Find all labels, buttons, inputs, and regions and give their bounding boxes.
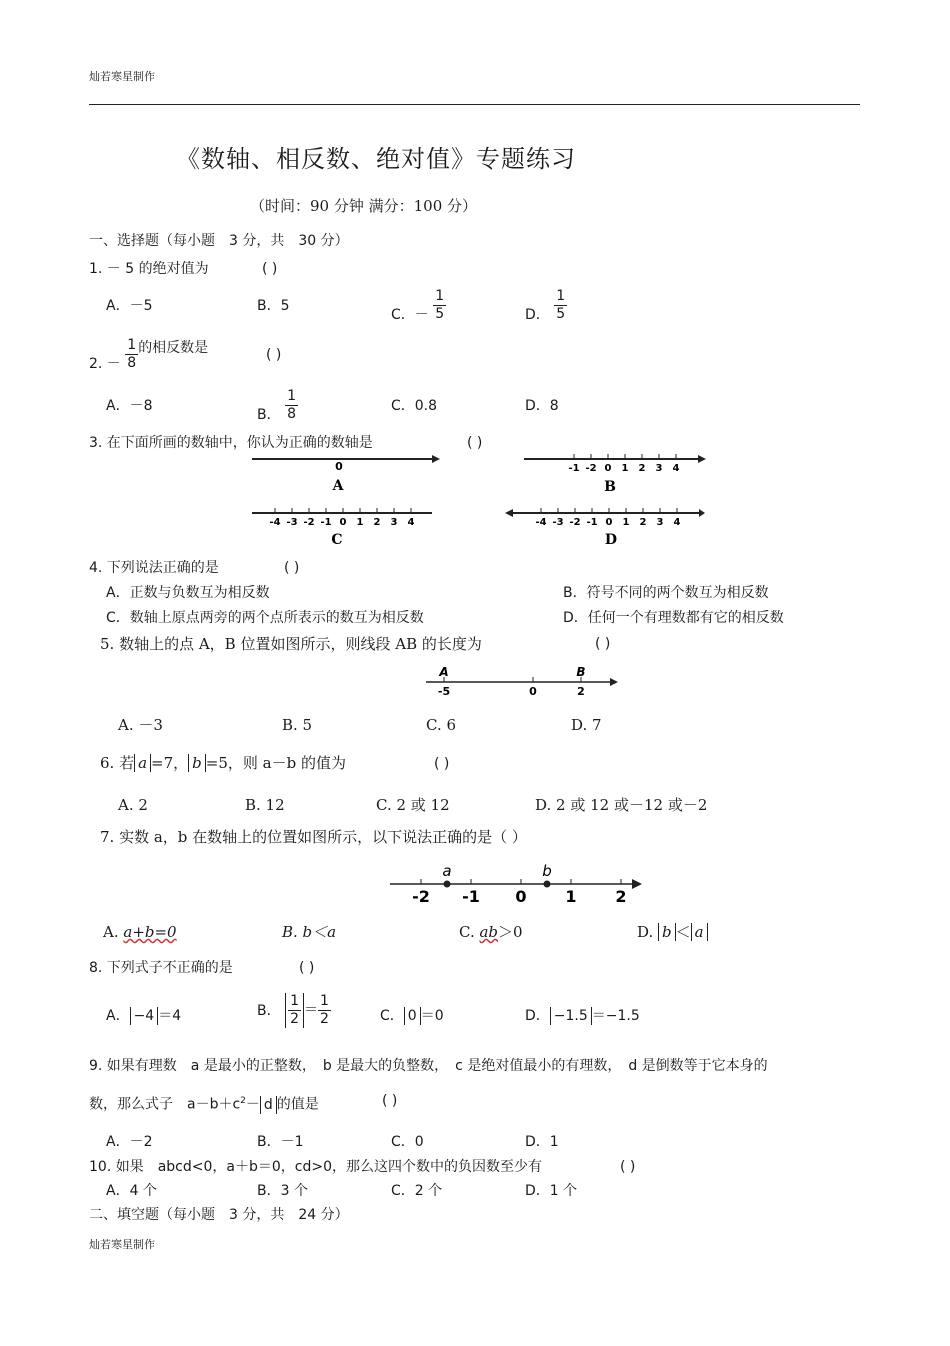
q3-d-tick-label: -2 — [569, 517, 581, 528]
frac-den: 5 — [556, 306, 566, 322]
q8-option-a — [106, 1007, 181, 1025]
q3-label-c: C — [331, 532, 343, 548]
q6-mid: =7， — [151, 754, 189, 772]
frac-num: 1 — [556, 288, 566, 304]
q7-point-a-label: a — [442, 862, 452, 880]
q9-option-a: A．－2 — [106, 1134, 153, 1150]
q3-d-tick-label: 1 — [622, 517, 630, 528]
q7-stem: 7. 实数 a，b 在数轴上的位置如图所示，以下说法正确的是（ ） — [100, 828, 527, 846]
q7-option-a — [103, 923, 177, 941]
q3-d-tick-label: 2 — [639, 517, 647, 528]
q2-option-c: C．0.8 — [391, 398, 438, 414]
q4-option-c: C．数轴上原点两旁的两个点所表示的数互为相反数 — [106, 610, 424, 626]
q4-option-a: A．正数与负数互为相反数 — [106, 585, 270, 601]
q2-stem — [89, 337, 208, 372]
q3-label-b: B — [604, 479, 616, 495]
page-footer: 灿若寒星制作 — [89, 1238, 155, 1251]
frac-num: 1 — [127, 337, 137, 353]
q8-a-post: ＝4 — [158, 1008, 182, 1024]
q3-axis-b — [522, 450, 712, 495]
q4-paren: ( ) — [284, 560, 300, 576]
q5-option-b: B. 5 — [282, 716, 313, 734]
q3-d-tick-label: 3 — [656, 517, 664, 528]
frac-den: 8 — [287, 406, 296, 422]
q8-c-abs: 0 — [404, 1007, 421, 1025]
q8-c-post: ＝0 — [420, 1008, 444, 1024]
q3-b-tick-label: 2 — [638, 463, 646, 474]
q7-tick-label: -2 — [412, 887, 430, 906]
q7-a-prefix: A. — [103, 923, 124, 941]
q3-label-d: D — [604, 532, 618, 548]
q3-d-tick-label: 0 — [605, 517, 613, 528]
q3-b-tick-label: -2 — [585, 463, 597, 474]
q8-d-abs: −1.5 — [550, 1007, 592, 1025]
q9-line2-pre: 数，那么式子 a－b＋c — [89, 1096, 241, 1113]
q7-d-lt: ＜ — [675, 923, 691, 941]
q6-abs-b: b — [188, 754, 206, 772]
q3-d-tick-label: 4 — [673, 517, 681, 528]
q1-option-d-prefix: D． — [525, 306, 550, 323]
q2-paren: ( ) — [266, 347, 282, 363]
q7-option-d — [637, 923, 708, 941]
frac-den: 5 — [435, 306, 445, 322]
q9-line2 — [89, 1092, 319, 1114]
q8-b-prefix: B． — [257, 1002, 281, 1019]
q3-d-tick-label: -4 — [535, 517, 547, 528]
q8-a-abs: −4 — [130, 1007, 159, 1025]
frac-num: 1 — [435, 288, 445, 304]
frac-num: 1 — [319, 993, 329, 1009]
q6-option-a: A. 2 — [118, 796, 148, 814]
q5-point-b: B — [576, 665, 586, 679]
q1-option-b: B．5 — [257, 298, 290, 314]
q7-tick-label: 1 — [565, 887, 577, 906]
q7-option-c — [459, 923, 523, 941]
q3-b-tick-label: -1 — [568, 463, 580, 474]
q7-point-a — [444, 881, 451, 888]
q4-option-d: D．任何一个有理数都有它的相反数 — [563, 610, 784, 626]
q8-c-prefix: C． — [380, 1008, 404, 1024]
q1-stem: 1. － 5 的绝对值为 — [89, 261, 209, 277]
q2-option-b — [257, 388, 298, 423]
header-rule — [89, 104, 860, 105]
q3-axis-a — [250, 450, 440, 495]
q9-option-d: D．1 — [525, 1134, 559, 1150]
q3-c-tick-label: 0 — [339, 517, 347, 528]
q3-b-tick-label: 0 — [604, 463, 612, 474]
q3-c-tick-label: -1 — [320, 517, 332, 528]
q1-option-c — [391, 288, 446, 323]
q3-a-zero: 0 — [335, 460, 343, 473]
q5-tick-a: -5 — [437, 685, 451, 698]
q5-option-c: C. 6 — [426, 716, 457, 734]
frac-num: 1 — [287, 388, 296, 404]
q5-tick-b: 2 — [577, 685, 585, 698]
q3-c-tick-label: -4 — [269, 517, 281, 528]
q6-abs-a: a — [134, 754, 151, 772]
q9-line2-mid: － — [245, 1096, 260, 1113]
q3-c-tick-label: 3 — [390, 517, 398, 528]
section-fill-heading: 二、填空题（每小题 3 分，共 24 分） — [89, 1207, 349, 1223]
q3-paren: ( ) — [467, 435, 483, 451]
page-subtitle: （时间：90 分钟 满分：100 分） — [250, 197, 478, 215]
q8-b-abs-fraction — [285, 993, 304, 1028]
q8-a-prefix: A． — [106, 1008, 130, 1024]
q6-option-c: C. 2 或 12 — [376, 796, 450, 814]
q8-option-d — [525, 1007, 640, 1025]
q3-d-tick-label: -3 — [552, 517, 564, 528]
q6-paren: ( ) — [434, 756, 450, 772]
q8-option-b — [257, 993, 331, 1028]
q6-prefix: 6. 若 — [100, 754, 135, 772]
q9-sup: 2 — [240, 1096, 246, 1106]
page-header: 灿若寒星制作 — [89, 70, 155, 83]
q9-option-b: B．－1 — [257, 1134, 304, 1150]
q8-b-fraction — [318, 993, 331, 1028]
q5-option-a: A. －3 — [118, 716, 163, 734]
q9-line1: 9. 如果有理数 a 是最小的正整数， b 是最大的负整数， c 是绝对值最小的有理数， d 是倒数等于它本身的 — [89, 1058, 768, 1074]
q7-tick-label: 0 — [515, 887, 527, 906]
frac-den: 2 — [290, 1011, 299, 1027]
q3-c-tick-label: 2 — [373, 517, 381, 528]
q10-option-b: B．3 个 — [257, 1183, 308, 1199]
frac-den: 2 — [319, 1011, 329, 1027]
q2-option-d: D．8 — [525, 398, 559, 414]
q8-paren: ( ) — [299, 960, 315, 976]
q5-paren: ( ) — [595, 636, 611, 652]
q2-option-b-fraction — [285, 388, 298, 423]
q8-d-post: ＝−1.5 — [591, 1008, 640, 1024]
q8-option-c — [380, 1007, 444, 1025]
q10-paren: ( ) — [620, 1159, 636, 1175]
q2-option-a: A．－8 — [106, 398, 153, 414]
frac-num: 1 — [290, 993, 299, 1009]
q10-option-c: C．2 个 — [391, 1183, 443, 1199]
q8-stem: 8. 下列式子不正确的是 — [89, 960, 233, 976]
q7-d-b: b — [658, 923, 676, 941]
q10-stem: 10. 如果 abcd<0，a＋b＝0，cd>0，那么这四个数中的负因数至少有 — [89, 1159, 542, 1175]
q4-option-b: B．符号不同的两个数互为相反数 — [563, 585, 769, 601]
q7-d-a: a — [691, 923, 708, 941]
q9-paren: ( ) — [382, 1093, 398, 1109]
q5-stem: 5. 数轴上的点 A，B 位置如图所示，则线段 AB 的长度为 — [100, 635, 482, 653]
q3-axis-d — [505, 505, 705, 550]
q9-abs-d: d — [260, 1096, 277, 1114]
q3-c-tick-label: 4 — [407, 517, 415, 528]
q6-post: =5，则 a－b 的值为 — [205, 754, 346, 772]
frac-den: 8 — [127, 355, 137, 371]
q2-option-b-prefix: B． — [257, 406, 281, 423]
q3-c-tick-label: 1 — [356, 517, 364, 528]
q7-d-prefix: D. — [637, 923, 659, 941]
q1-option-c-prefix: C．－ — [391, 306, 429, 323]
q7-c-prefix: C. — [459, 923, 480, 941]
q7-option-b: B. b＜a — [282, 923, 337, 941]
q3-b-tick-label: 3 — [655, 463, 663, 474]
q8-d-prefix: D． — [525, 1008, 550, 1024]
q5-option-d: D. 7 — [571, 716, 602, 734]
q7-tick-label: 2 — [615, 887, 627, 906]
q1-option-a: A．－5 — [106, 298, 153, 314]
section-choice-heading: 一、选择题（每小题 3 分，共 30 分） — [89, 233, 349, 249]
q10-option-d: D．1 个 — [525, 1183, 578, 1199]
q9-line2-post: 的值是 — [276, 1096, 319, 1113]
q1-option-c-fraction — [433, 288, 446, 323]
q1-option-d-fraction — [554, 288, 567, 323]
q5-point-a: A — [439, 665, 449, 679]
q7-point-b-label: b — [542, 862, 552, 880]
page-title: 《数轴、相反数、绝对值》专题练习 — [176, 145, 576, 173]
q3-stem: 3. 在下面所画的数轴中，你认为正确的数轴是 — [89, 435, 373, 451]
q6-option-b: B. 12 — [245, 796, 285, 814]
q7-number-line — [388, 860, 648, 908]
q3-c-tick-label: -2 — [303, 517, 315, 528]
q5-number-line — [424, 664, 624, 700]
q9-option-c: C．0 — [391, 1134, 424, 1150]
q5-tick-zero: 0 — [529, 685, 537, 698]
q2-prefix: 2. － — [89, 355, 121, 372]
q2-fraction — [125, 337, 138, 372]
q7-c-ab: ab — [479, 923, 499, 941]
q1-option-d — [525, 288, 567, 323]
q7-tick-label: -1 — [462, 887, 480, 906]
q6-stem — [100, 754, 346, 772]
q3-label-a: A — [332, 478, 344, 494]
q1-paren: ( ) — [262, 261, 278, 277]
q6-option-d: D. 2 或 12 或－12 或－2 — [535, 796, 708, 814]
q3-axis-c — [250, 505, 440, 550]
q8-b-eq: ＝ — [303, 1002, 318, 1019]
q10-option-a: A．4 个 — [106, 1183, 157, 1199]
q7-point-b — [544, 881, 551, 888]
q7-a-expr: a+b=0 — [123, 923, 177, 941]
q3-c-tick-label: -3 — [286, 517, 298, 528]
q4-stem: 4. 下列说法正确的是 — [89, 560, 219, 576]
q7-c-post: ＞0 — [498, 923, 523, 941]
q3-b-tick-label: 4 — [672, 463, 680, 474]
q3-d-tick-label: -1 — [586, 517, 598, 528]
q2-text: 的相反数是 — [138, 339, 209, 356]
q3-b-tick-label: 1 — [621, 463, 629, 474]
